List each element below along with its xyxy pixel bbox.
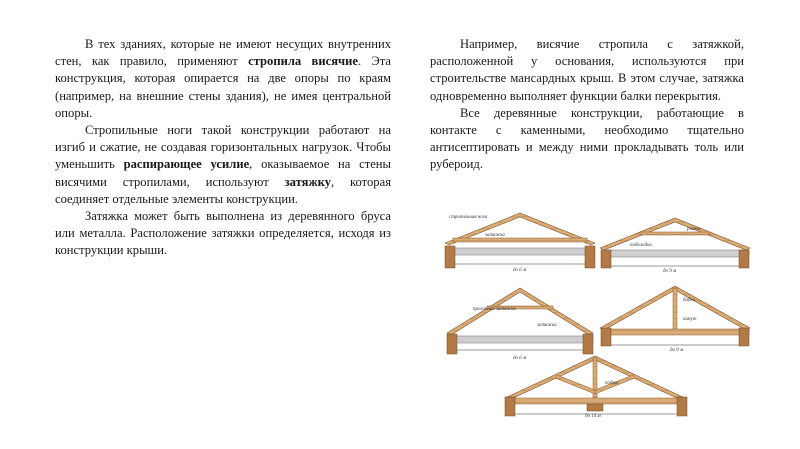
label-purlin-tie: прогонная затяжка — [473, 307, 516, 312]
term-tie-beam: затяжку — [284, 174, 331, 189]
paragraph-hanging-rafters: В тех зданиях, которые не имеют несущих внутренних стен, как правило, применяют стропила висячие. Эта конструкция, которая опирается на две опоры по краям (например, на внешние стены здания), не имея центральной опоры. — [55, 37, 391, 120]
left-text-column — [55, 36, 391, 260]
label-span-6m-b: до 6 м — [513, 356, 527, 361]
label-span-14m: до 14 м — [585, 414, 601, 418]
label-tie-2: затяжка — [537, 323, 557, 328]
label-rafter-leg: стропильная нога — [449, 215, 488, 220]
label-span-9m-a: до 9 м — [663, 269, 677, 274]
right-text-column — [430, 36, 744, 174]
label-base-plate: подкладка — [630, 243, 652, 248]
label-strut: подкос — [605, 381, 620, 386]
truss-diagram-2 — [600, 218, 750, 274]
label-tie: затяжка — [485, 233, 505, 238]
truss-diagram-4 — [600, 286, 750, 353]
term-hanging-rafters: стропила висячие — [248, 54, 358, 69]
truss-diagram-3 — [447, 288, 593, 361]
truss-diagram-1 — [445, 213, 595, 273]
label-king-post: бабка — [683, 298, 696, 303]
label-span-6m: до 6 м — [513, 268, 527, 273]
label-span-9m-b: до 9 м — [670, 348, 684, 353]
paragraph-rafter-legs: Стропильные ноги такой конструкции работают на изгиб и сжатие, не создавая горизонтальных нагрузок. Чтобы уменьшить распирающее усилие, оказываемое на стены висячими стропилами, используют затяжку, которая соединяет отдельные элементы конструкции. — [55, 123, 391, 206]
paragraph-attic-roofs: Например, висячие стропила с затяжкой, расположенной у основания, используются при строительстве мансардных крыш. В этом случае, затяжка одновременно выполняет функции балки перекрытия. — [430, 37, 744, 103]
truss-diagram-5 — [505, 356, 687, 418]
paragraph-antiseptic: Все деревянные конструкции, работающие в контакте с каменными, необходимо тщательно антисептировать и между ними прокладывать толь или рубероид. — [430, 105, 744, 172]
truss-diagrams-svg — [425, 208, 755, 418]
label-clamp: хомут — [683, 317, 697, 322]
truss-diagrams — [425, 208, 755, 418]
label-collar-beam: ригель — [687, 227, 701, 232]
term-thrust-force: распирающее усилие — [123, 157, 250, 172]
paragraph-tie-material: Затяжка может быть выполнена из деревянного бруса или металла. Расположение затяжки определяется, исходя из конструкции крыши. — [55, 209, 391, 258]
